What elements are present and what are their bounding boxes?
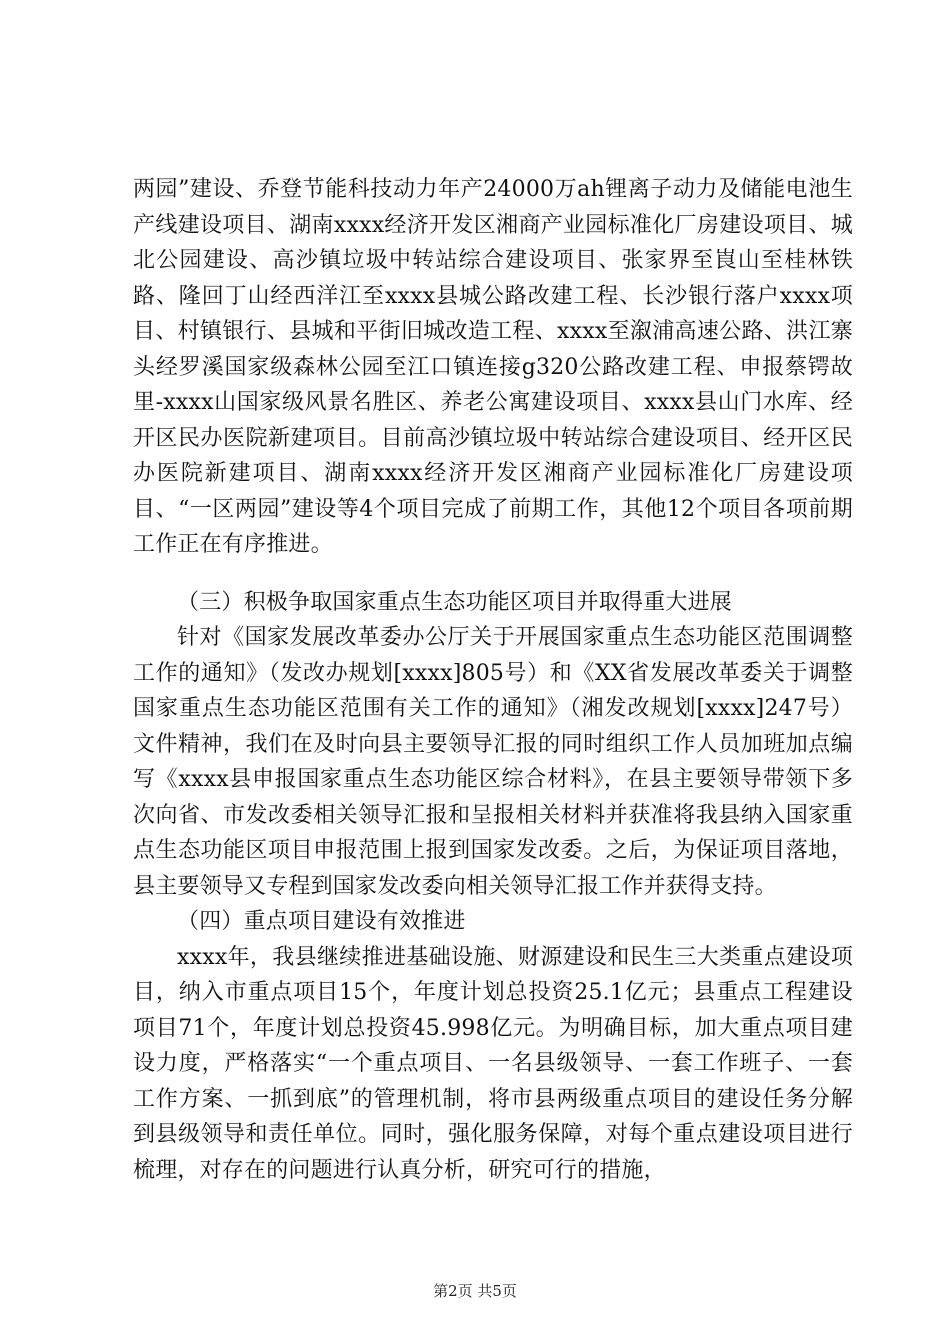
paragraph-ecological-zone: 针对《国家发展改革委办公厅关于开展国家重点生态功能区范围调整工作的通知》（发改办规划[xxxx]805号）和《XX省发展改革委关于调整国家重点生态功能区范围有关工作的通知》（湘发改规划[xxxx]247号）文件精神，我们在及时向县主要领导汇报的同时组织工作人员加班加点编写《xxxx县申报国家重点生态功能区综合材料》，在县主要领导带领下多次向省、市发改委相关领导汇报和呈报相关材料并获准将我县纳入国家重点生态功能区项目申报范围上报到国家发改委。之后，为保证项目落地，县主要领导又专程到国家发改委向相关领导汇报工作并获得支持。 — [133, 625, 853, 899]
document-body — [133, 172, 853, 1188]
paragraph-spacer — [133, 563, 853, 585]
section-heading-4: （四）重点项目建设有效推进 — [177, 909, 466, 934]
page-footer: 第2页 共5页 — [433, 1282, 517, 1300]
paragraph-project-list: 两园”建设、乔登节能科技动力年产24000万ah锂离子动力及储能电池生产线建设项目、湖南xxxx经济开发区湘商产业园标准化厂房建设项目、城北公园建设、高沙镇垃圾中转站综合建设项目、张家界至崀山至桂林铁路、隆回丁山经西洋江至xxxx县城公路改建工程、长沙银行落户xxxx项目、村镇银行、县城和平街旧城改造工程、xxxx至溆浦高速公路、洪江寨头经罗溪国家级森林公园至江口镇连接g320公路改建工程、申报蔡锷故里-xxxx山国家级风景名胜区、养老公寓建设项目、xxxx县山门水库、经开区民办医院新建项目。目前高沙镇垃圾中转站综合建设项目、经开区民办医院新建项目、湖南xxxx经济开发区湘商产业园标准化厂房建设项目、“一区两园”建设等4个项目完成了前期工作，其他12个项目各项前期工作正在有序推进。 — [133, 177, 853, 557]
paragraph-key-projects: xxxx年，我县继续推进基础设施、财源建设和民生三大类重点建设项目，纳入市重点项目15个，年度计划总投资25.1亿元；县重点工程建设项目71个，年度计划总投资45.998亿元。为明确目标，加大重点项目建设力度，严格落实“一个重点项目、一名县级领导、一套工作班子、一套工作方案、一抓到底”的管理机制，将市县两级重点项目的建设任务分解到县级领导和责任单位。同时，强化服务保障，对每个重点建设项目进行梳理，对存在的问题进行认真分析，研究可行的措施， — [133, 944, 853, 1183]
section-heading-3: （三）积极争取国家重点生态功能区项目并取得重大进展 — [177, 589, 733, 615]
